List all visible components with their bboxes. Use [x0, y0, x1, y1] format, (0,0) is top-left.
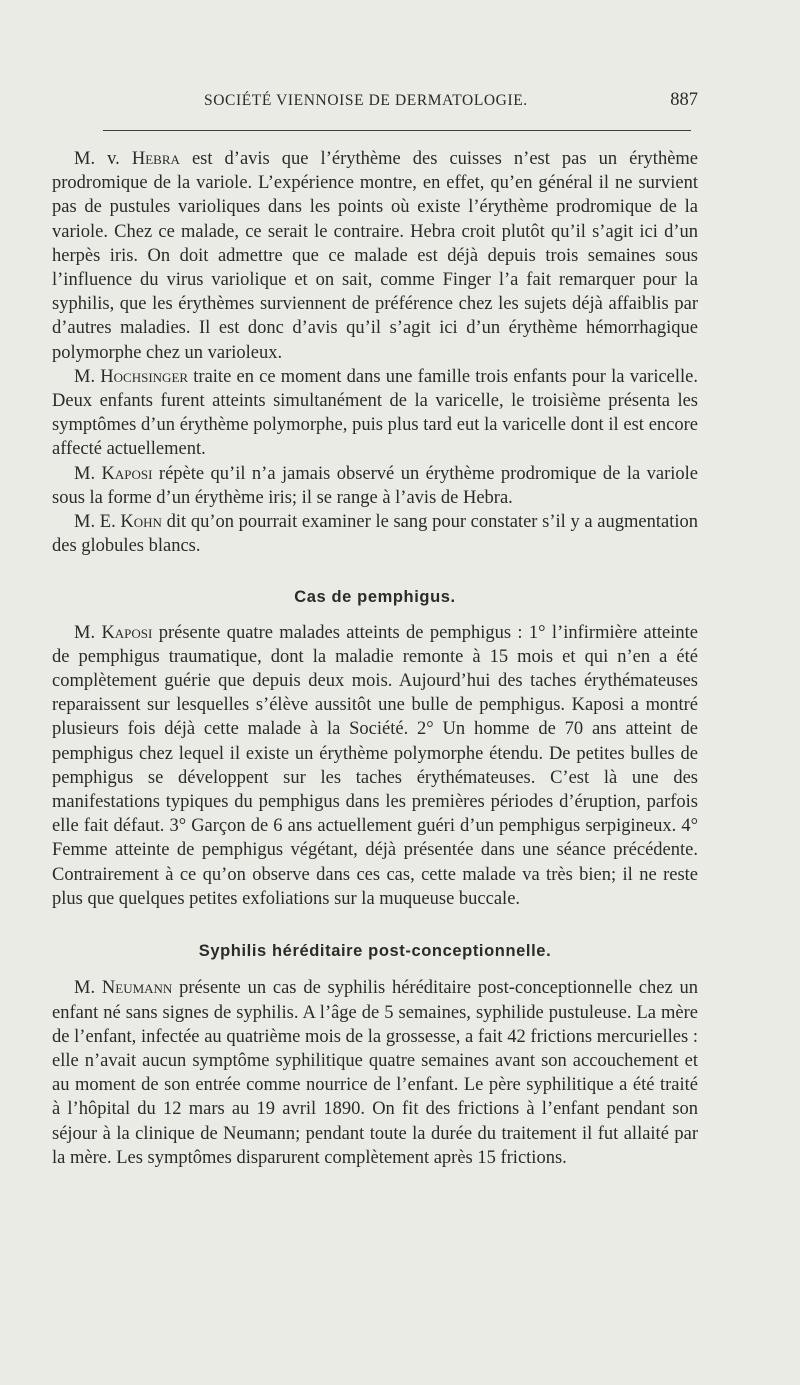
speaker-name: Hochsinger — [100, 366, 189, 387]
section-title-pemphigus: Cas de pemphigus. — [294, 588, 456, 607]
running-head: SOCIÉTÉ VIENNOISE DE DERMATOLOGIE. — [204, 92, 528, 109]
paragraph-hebra: M. v. Hebra est d’avis que l’érythème des cuisses n’est pas un érythème prodromique de la variole. L’expérience montre, en effet, qu’en général il ne survient pas de pustules varioliques dans les points où existe l’érythème prodromique de la variole. Chez ce malade, ce serait le contraire. Hebra croit plutôt qu’il s’agit ici d’un herpès iris. On doit admettre que ce malade est déjà depuis trois semaines sous l’influence du virus variolique et on sait, comme Finger l’a fait remarquer pour la syphilis, que les érythèmes surviennent de préférence chez les sujets déjà affaiblis par d’autres maladies. Il est donc d’avis qu’il s’agit ici d’un érythème hémorrhagique polymorphe chez un varioleux. — [52, 149, 698, 363]
speaker-name: Kohn — [120, 512, 162, 533]
paragraph-kaposi-pemphigus: M. Kaposi présente quatre malades atteints de pemphigus : 1° l’infirmière atteinte de pemphigus traumatique, dont la maladie remonte à 15 mois et qui n’en a été complètement guérie que depuis deux mois. Aujourd’hui des taches érythémateuses reparaissent sur lesquelles s’élève aussitôt une bulle de pemphigus. Kaposi a montré plusieurs fois déjà cette malade à la Société. 2° Un homme de 70 ans atteint de pemphigus chez lequel il existe un érythème polymorphe étendu. De petites bulles de pemphigus se développent sur les taches érythémateuses. C’est là une des manifestations typiques du pemphigus dans les premières périodes d’éruption, parfois elle fait défaut. 3° Garçon de 6 ans actuellement guéri d’un pemphigus serpigineux. 4° Femme atteinte de pemphigus végétant, déjà présentée dans une séance précédente. Contrairement à ce qu’on observe dans ces cas, cette malade va très bien; il ne reste plus que quelques petites exfoliations sur la muqueuse buccale. — [52, 622, 698, 909]
section-title-syphilis: Syphilis héréditaire post-conceptionnelle. — [198, 942, 552, 961]
speaker-name: Hebra — [131, 149, 180, 169]
speaker-name: Kaposi — [101, 622, 153, 643]
paragraph-neumann: M. Neumann présente un cas de syphilis héréditaire post-conceptionnelle chez un enfant né sans signes de syphilis. A l’âge de 5 semaines, syphilide pustuleuse. La mère de l’enfant, infectée au quatrième mois de la grossesse, a fait 42 frictions mercurielles : elle n’avait aucun symptôme syphilitique quatre semaines avant son accouchement et au moment de son entrée comme nourrice de l’enfant. Le père syphilitique a été traité à l’hôpital du 12 mars au 19 avril 1890. On fit des frictions à l’enfant pendant son séjour à la clinique de Neumann; pendant toute la durée du traitement il fut allaité par la mère. Les symptômes disparurent complètement après 15 frictions. — [52, 978, 698, 1168]
page-header — [52, 90, 698, 116]
body-text — [52, 147, 698, 1170]
speaker-name: Neumann — [101, 978, 173, 999]
speaker-name: Kaposi — [101, 463, 153, 484]
paragraph-hochsinger: M. Hochsinger traite en ce moment dans une famille trois enfants pour la varicelle. Deux enfants furent atteints simultanément de la varicelle, le troisième présenta les symptômes d’un érythème polymorphe, puis plus tard eut la varicelle dont il est encore affecté actuellement. — [52, 366, 699, 460]
paragraph-kohn: M. E. Kohn dit qu’on pourrait examiner le sang pour constater s’il y a augmentation des globules blancs. — [52, 512, 699, 557]
header-rule — [103, 130, 691, 131]
page-number: 887 — [670, 90, 698, 110]
paragraph-kaposi: M. Kaposi répète qu’il n’a jamais observé un érythème prodromique de la variole sous la forme d’un érythème iris; il se range à l’avis de Hebra. — [52, 463, 698, 508]
